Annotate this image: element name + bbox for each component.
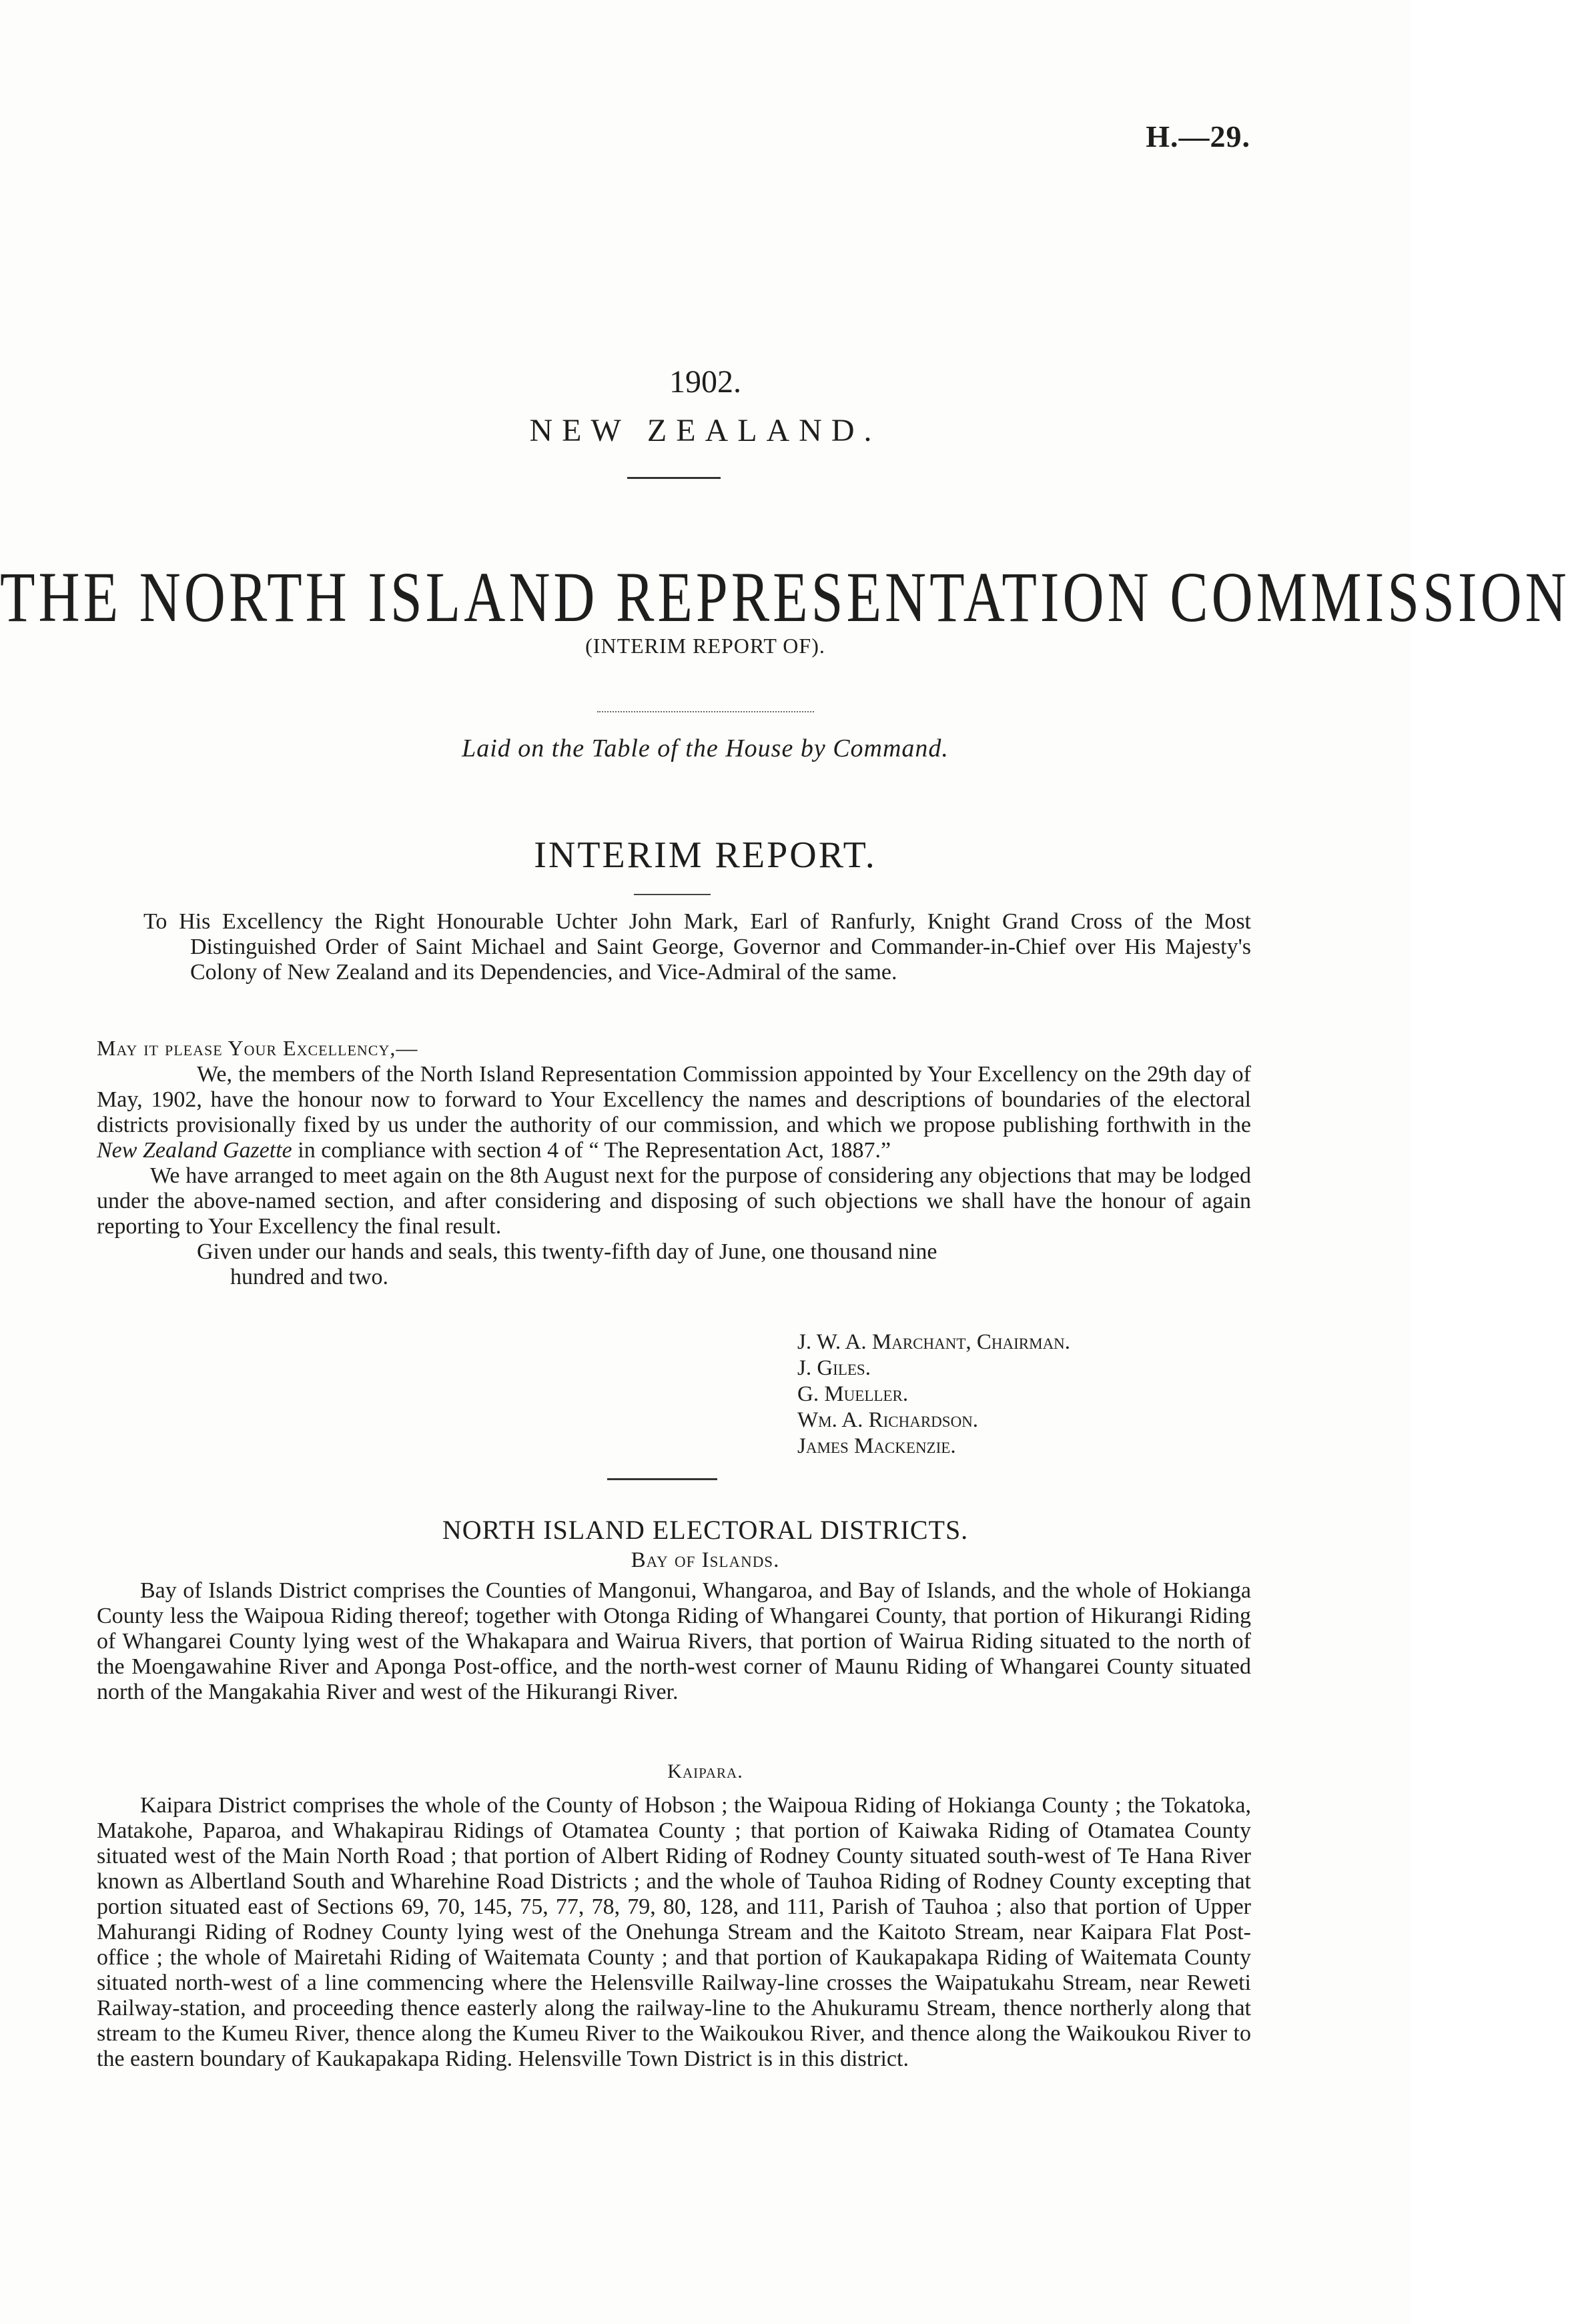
year: 1902. (669, 364, 741, 400)
report-paragraph-1-b: in compliance with section 4 of “ The Representation Act, 1887.” (292, 1138, 891, 1163)
report-heading: INTERIM REPORT. (534, 834, 877, 876)
signatures (797, 1329, 1070, 1460)
bay-of-islands-section (97, 1578, 1251, 1705)
divider-districts (607, 1478, 717, 1480)
salutation: May it please Your Excellency,— (97, 1036, 418, 1060)
signature-mueller: G. Mueller. (797, 1382, 909, 1406)
kaipara-heading: Kaipara. (667, 1760, 743, 1782)
laid-on-table: Laid on the Table of the House by Command. (462, 734, 949, 762)
report-paragraph-1-a: We, the members of the North Island Representation Commission appointed by Your Excellency on the 29th day of May, 1902, have the honour now to forward to Your Excellency the names and descriptions of boundaries of the electoral districts provisionally fixed by us under the authority of our commission, and which we propose publishing forthwith in the (97, 1062, 1251, 1137)
report-paragraph-2: We have arranged to meet again on the 8th August next for the purpose of considering any objections that may be lodged under the above-named section, and after considering and disposing of such objections we shall have the honour of again reporting to Your Excellency the final result. (97, 1163, 1251, 1239)
report-paragraph-1 (97, 1062, 1251, 1163)
document-subtitle: (INTERIM REPORT OF). (585, 634, 825, 658)
address-text: To His Excellency the Right Honourable Uchter John Mark, Earl of Ranfurly, Knight Grand Cross of the Most Distinguished Order of Saint Michael and Saint George, Governor and Commander-in-Chief over His Majesty's Colony of New Zealand and its Dependencies, and Vice-Admiral of the same. (143, 909, 1251, 985)
report-body (97, 1062, 1251, 1290)
country: NEW ZEALAND. (529, 413, 881, 448)
signature-chairman: J. W. A. Marchant, Chairman. (797, 1330, 1071, 1354)
paper-code: H.—29. (1146, 119, 1250, 153)
bay-of-islands-heading: Bay of Islands. (631, 1548, 780, 1572)
bay-of-islands-text: Bay of Islands District comprises the Counties of Mangonui, Whangaroa, and Bay of Islands, and the whole of Hokianga County less the Waipoua Riding thereof; together with Otonga Riding of Whangarei County, that portion of Hikurangi Riding of Whangarei County lying west of the Whakapara and Wairua Rivers, that portion of Wairua Riding situated to the north of the Moengawahine River and Aponga Post-office, and the north-west corner of Maunu Riding of Whangarei County situated north of the Mangakahia River and west of the Hikurangi River. (97, 1578, 1251, 1704)
divider-top (627, 477, 721, 479)
kaipara-section (97, 1793, 1251, 2072)
signature-richardson: Wm. A. Richardson. (797, 1408, 979, 1432)
districts-heading: NORTH ISLAND ELECTORAL DISTRICTS. (442, 1515, 969, 1545)
kaipara-text: Kaipara District comprises the whole of the County of Hobson ; the Waipoua Riding of Hokianga County ; the Tokatoka, Matakohe, Paparoa, and Whakapirau Ridings of Otamatea County ; that portion of Kaiwaka Riding of Otamatea County situated west of the Main North Road ; that portion of Albert Riding of Rodney County situated south-west of Te Hana River known as Albertland South and Wharehine Road Districts ; and the whole of Tauhoa Riding of Rodney County excepting that portion situated east of Sections 69, 70, 145, 75, 77, 78, 79, 80, 128, and 111, Parish of Tauhoa ; also that portion of Upper Mahurangi Riding of Rodney County lying west of the Onehunga Stream and the Kaitoto Stream, near Kaipara Flat Post-office ; the whole of Mairetahi Riding of Waitemata County ; and that portion of Kaukapakapa Riding of Waitemata County situated north-west of a line commencing where the Helensville Railway-line crosses the Waipatukahu Stream, near Reweti Railway-station, and proceeding thence easterly along the railway-line to the Ahukuramu Stream, thence northerly along that stream to the Kumeu River, thence along the Kumeu River to the Waikoukou River, and thence along the Waikoukou River to the eastern boundary of Kaukapakapa Riding. Helensville Town District is in this district. (97, 1793, 1251, 2071)
divider-report (634, 894, 711, 895)
gazette-title: New Zealand Gazette (97, 1138, 292, 1163)
signature-mackenzie: James Mackenzie. (797, 1434, 956, 1458)
signature-giles: J. Giles. (797, 1356, 871, 1380)
given-line-1: Given under our hands and seals, this twenty-fifth day of June, one thousand nine (197, 1239, 937, 1264)
address-block (143, 909, 1251, 985)
divider-dotted (597, 711, 814, 712)
document-title: THE NORTH ISLAND REPRESENTATION COMMISSION (0, 556, 1570, 637)
given-line-2: hundred and two. (230, 1265, 389, 1289)
